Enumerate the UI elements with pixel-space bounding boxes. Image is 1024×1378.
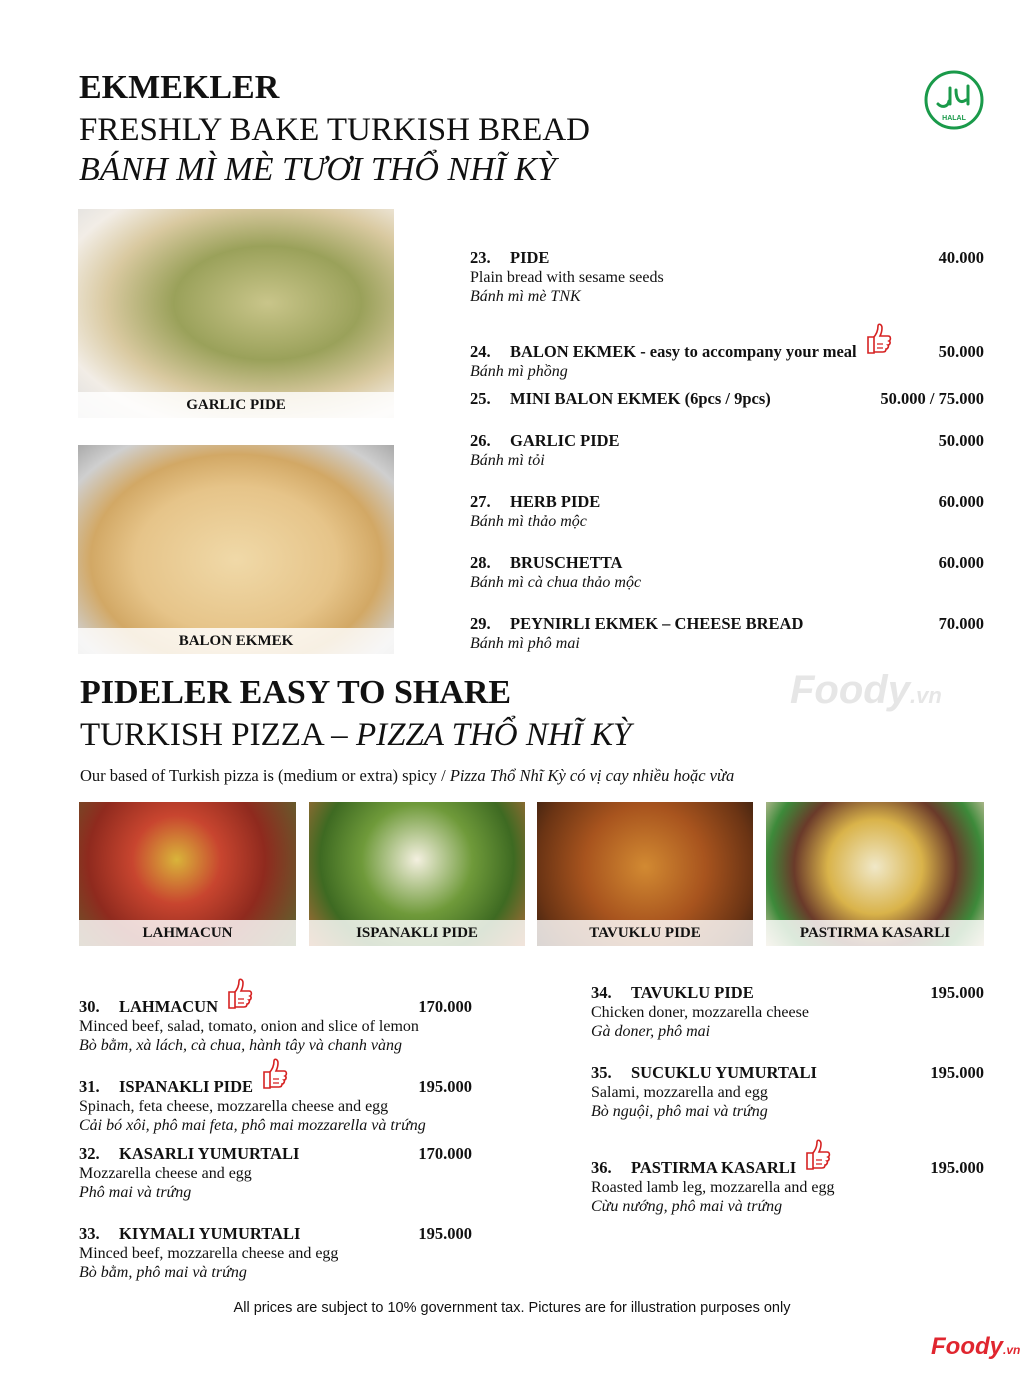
foody-watermark: Foody.vn — [790, 668, 942, 712]
item-description-vi: Bánh mì cà chua thảo mộc — [470, 574, 642, 591]
menu-item — [591, 983, 984, 1041]
item-description-vi: Cải bó xôi, phô mai feta, phô mai mozzarella và trứng — [79, 1117, 426, 1134]
item-name: PIDE — [510, 248, 550, 267]
photo-garlic-pide — [78, 209, 394, 418]
item-name: MINI BALON EKMEK (6pcs / 9pcs) — [510, 389, 771, 408]
menu-item — [79, 1224, 472, 1282]
item-price: 170.000 — [418, 1144, 472, 1163]
photo-tavuklu-pide — [537, 802, 753, 946]
item-name: KIYMALI YUMURTALI — [119, 1224, 301, 1243]
item-description-vi: Bò bằm, xà lách, cà chua, hành tây và chanh vàng — [79, 1037, 403, 1054]
item-number: 32. — [79, 1144, 100, 1163]
item-number: 25. — [470, 389, 491, 408]
item-description-vi: Bánh mì tỏi — [470, 452, 545, 469]
item-name: PEYNIRLI EKMEK – CHEESE BREAD — [510, 614, 804, 633]
item-description-vi: Bánh mì phồng — [470, 363, 568, 380]
item-price: 50.000 — [938, 342, 984, 361]
item-number: 24. — [470, 342, 491, 361]
menu-item — [470, 248, 984, 306]
item-number: 36. — [591, 1158, 612, 1177]
item-note: - easy to accompany your meal — [636, 342, 857, 361]
photo-lahmacun — [79, 802, 296, 946]
item-description-vi: Phô mai và trứng — [79, 1184, 192, 1201]
item-name: ISPANAKLI PIDE — [119, 1077, 254, 1096]
item-number: 28. — [470, 553, 491, 572]
item-description: Minced beef, mozzarella cheese and egg — [79, 1245, 339, 1262]
item-description-vi: Bánh mì phô mai — [470, 635, 580, 652]
item-description-vi: Bò bằm, phô mai và trứng — [79, 1264, 247, 1281]
halal-logo-icon — [924, 70, 984, 130]
item-price: 195.000 — [418, 1077, 472, 1096]
photo-balon-ekmek — [78, 445, 394, 654]
menu-item — [591, 1144, 984, 1216]
item-number: 27. — [470, 492, 491, 511]
item-number: 35. — [591, 1063, 612, 1082]
item-number: 26. — [470, 431, 491, 450]
menu-item — [470, 553, 984, 592]
item-number: 33. — [79, 1224, 100, 1243]
item-name: TAVUKLU PIDE — [631, 983, 754, 1002]
menu-item — [79, 983, 472, 1055]
photo-caption: ISPANAKLI PIDE — [309, 920, 525, 946]
item-price: 50.000 / 75.000 — [880, 389, 984, 408]
thumbs-up-icon — [865, 322, 893, 356]
photo-caption: GARLIC PIDE — [78, 392, 394, 418]
item-price: 60.000 — [938, 492, 984, 511]
menu-item — [470, 328, 984, 381]
menu-item — [470, 614, 984, 653]
item-price: 195.000 — [930, 1158, 984, 1177]
photo-caption: PASTIRMA KASARLI — [766, 920, 984, 946]
item-name: PASTIRMA KASARLI — [631, 1158, 797, 1177]
spicy-note: Our based of Turkish pizza is (medium or extra) spicy / — [80, 766, 450, 785]
section-subtitle: FRESHLY BAKE TURKISH BREAD — [79, 112, 591, 148]
foody-logo: Foody.vn — [931, 1333, 1021, 1360]
item-name: SUCUKLU YUMURTALI — [631, 1063, 817, 1082]
menu-item — [470, 431, 984, 470]
item-price: 195.000 — [930, 1063, 984, 1082]
photo-caption: TAVUKLU PIDE — [537, 920, 753, 946]
item-price: 195.000 — [930, 983, 984, 1002]
item-price: 50.000 — [938, 431, 984, 450]
photo-pastirma-kasarli — [766, 802, 984, 946]
item-name: GARLIC PIDE — [510, 431, 620, 450]
thumbs-up-icon — [261, 1057, 289, 1091]
menu-item — [470, 492, 984, 531]
item-number: 30. — [79, 997, 100, 1016]
item-price: 170.000 — [418, 997, 472, 1016]
item-description: Salami, mozzarella and egg — [591, 1084, 768, 1101]
section-title-pideler: PIDELER EASY TO SHARE — [80, 674, 512, 711]
item-description-vi: Bánh mì thảo mộc — [470, 513, 587, 530]
menu-item — [79, 1063, 472, 1135]
item-description-vi: Bánh mì mè TNK — [470, 288, 581, 305]
item-number: 31. — [79, 1077, 100, 1096]
item-description: Plain bread with sesame seeds — [470, 269, 664, 286]
item-description: Roasted lamb leg, mozzarella and egg — [591, 1179, 835, 1196]
tax-footer-note: All prices are subject to 10% government tax. Pictures are for illustration purposes only — [233, 1300, 791, 1316]
item-name: BRUSCHETTA — [510, 553, 623, 572]
item-price: 195.000 — [418, 1224, 472, 1243]
item-price: 70.000 — [938, 614, 984, 633]
thumbs-up-icon — [226, 977, 254, 1011]
item-description: Spinach, feta cheese, mozzarella cheese and egg — [79, 1098, 389, 1115]
item-description-vi: Bò nguội, phô mai và trứng — [591, 1103, 768, 1120]
thumbs-up-icon — [804, 1138, 832, 1172]
item-description: Chicken doner, mozzarella cheese — [591, 1004, 809, 1021]
menu-item — [470, 389, 984, 409]
menu-item — [79, 1144, 472, 1202]
item-name: LAHMACUN — [119, 997, 218, 1016]
photo-caption: LAHMACUN — [79, 920, 296, 946]
spicy-note-vi: Pizza Thổ Nhĩ Kỳ có vị cay nhiều hoặc vừa — [449, 766, 735, 785]
section-title-ekmekler: EKMEKLER — [79, 69, 280, 106]
item-name: BALON EKMEK — [510, 342, 637, 361]
item-description-vi: Gà doner, phô mai — [591, 1023, 711, 1040]
item-description: Mozzarella cheese and egg — [79, 1165, 252, 1182]
item-price: 60.000 — [938, 553, 984, 572]
photo-caption: BALON EKMEK — [78, 628, 394, 654]
menu-item — [591, 1063, 984, 1121]
item-name: HERB PIDE — [510, 492, 601, 511]
item-name: KASARLI YUMURTALI — [119, 1144, 300, 1163]
item-number: 23. — [470, 248, 491, 267]
halal-label: HALAL — [942, 115, 966, 122]
pizza-subtitle: TURKISH PIZZA – — [80, 717, 356, 753]
item-description-vi: Cừu nướng, phô mai và trứng — [591, 1198, 783, 1215]
item-number: 29. — [470, 614, 491, 633]
photo-ispanakli-pide — [309, 802, 525, 946]
section-subtitle-vi: BÁNH MÌ MÈ TƯƠI THỔ NHĨ KỲ — [79, 151, 557, 188]
item-price: 40.000 — [938, 248, 984, 267]
pizza-subtitle-vi: PIZZA THỔ NHĨ KỲ — [355, 717, 632, 753]
item-number: 34. — [591, 983, 612, 1002]
item-description: Minced beef, salad, tomato, onion and slice of lemon — [79, 1018, 419, 1035]
